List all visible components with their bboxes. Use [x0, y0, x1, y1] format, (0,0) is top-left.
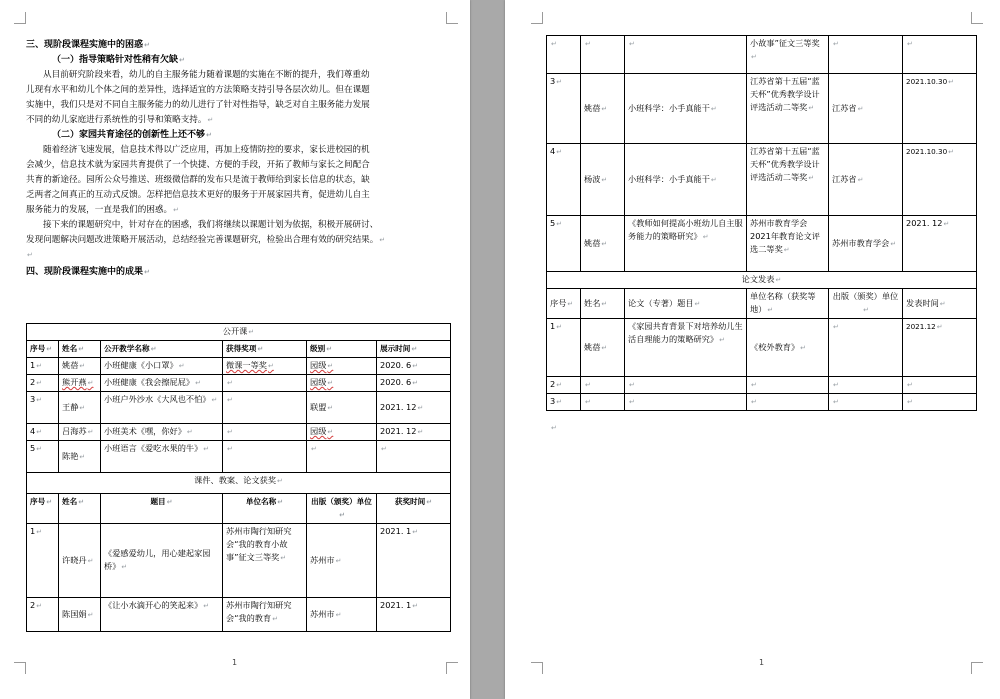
table-row: 2↵ 陈国娟↵ 《让小水滴开心的笑起来》↵ 苏州市陶行知研究会“我的教育↵ 苏州市↵ 2021. 1↵ — [27, 598, 451, 632]
paragraph-mark: ↵ — [412, 528, 419, 536]
paragraph-mark: ↵ — [311, 445, 317, 453]
paragraph-mark: ↵ — [46, 498, 53, 506]
paragraph-mark: ↵ — [556, 220, 563, 228]
table-row: 3↵ ↵ ↵ ↵ ↵ ↵ — [547, 394, 977, 411]
crop-mark — [531, 662, 543, 674]
crop-mark — [14, 12, 26, 24]
paragraph-mark: ↵ — [702, 233, 709, 241]
paragraph-mark: ↵ — [381, 445, 387, 453]
paragraph-mark: ↵ — [211, 396, 218, 404]
paragraph-mark: ↵ — [833, 40, 839, 48]
subsection-2-heading: （二）家园共育途径的创新性上还不够↵ — [52, 130, 212, 140]
page-number: 1 — [232, 658, 238, 667]
table-row: 1↵ 姚蓓↵ 《家园共育背景下对培养幼儿生活自理能力的策略研究》↵ 《校外教育》↵ ↵ 2021.12↵ — [547, 319, 977, 377]
paragraph-mark: ↵ — [412, 379, 419, 387]
section-4-heading: 四、现阶段课程实施中的成果↵ — [26, 267, 150, 277]
awards-continuation-table — [546, 35, 977, 411]
table-header-row: 序号↵ 姓名↵ 题目↵ 单位名称↵ 出版（颁奖）单位↵ 获奖时间↵ — [27, 494, 451, 524]
paragraph-mark: ↵ — [601, 239, 608, 248]
paragraph-mark: ↵ — [857, 104, 864, 113]
paragraph: 随着经济飞速发展，信息技术得以广泛应用，再加上疫情防控的要求，家长进校园的机 会减少，信息技术就为家园共育提供了一个快捷、方便的手段，开拓了教师与家长之间配合 共育的新途径。园所公众号推送、班级微信群的发布只是流于教师给到家长信息的状态，缺 乏两者之间真正的互动式反馈。怎样把信息技术更好的服务于开展家园共育，促进幼儿自主 服务能力的发展，一直是我们的困惑。↵ — [26, 145, 370, 215]
paragraph-mark: ↵ — [783, 246, 790, 254]
crop-mark — [531, 12, 543, 24]
paragraph-mark: ↵ — [808, 104, 815, 112]
paragraph-mark: ↵ — [694, 299, 701, 308]
crop-mark — [971, 12, 983, 24]
paragraph-mark: ↵ — [601, 299, 608, 308]
paragraph-mark: ↵ — [601, 104, 608, 113]
paragraph-mark: ↵ — [87, 428, 94, 436]
paragraph-mark: ↵ — [417, 428, 424, 436]
paragraph-mark: ↵ — [833, 398, 839, 406]
paragraph-mark: ↵ — [227, 396, 233, 404]
paragraph-mark: ↵ — [556, 148, 563, 156]
paragraph-mark: ↵ — [411, 345, 418, 353]
paragraph-mark: ↵ — [601, 343, 608, 352]
paragraph-mark: ↵ — [775, 276, 782, 284]
paragraph-mark: ↵ — [166, 498, 173, 506]
table-row: 4↵ 杨波↵ 小班科学：小手真能干↵ 江苏省第十五届“蓝天杯”优秀教学设计评选活动二等奖↵ 江苏省↵ 2021.10.30↵ — [547, 144, 977, 216]
crop-mark — [446, 12, 458, 24]
paragraph-mark: ↵ — [948, 148, 955, 156]
paragraph-mark: ↵ — [36, 379, 43, 387]
paragraph-mark: ↵ — [326, 345, 333, 353]
paragraph-mark: ↵ — [412, 362, 419, 370]
paragraph-mark: ↵ — [195, 379, 201, 387]
open-class-table — [26, 323, 451, 632]
paragraph-mark: ↵ — [335, 556, 342, 565]
paragraph-mark: ↵ — [272, 615, 279, 623]
paragraph-mark: ↵ — [751, 53, 757, 61]
paragraph-mark: ↵ — [227, 445, 233, 453]
table-row: 5↵ 陈艳↵ 小班语言《爱吃水果的牛》↵ ↵ ↵ ↵ — [27, 441, 451, 473]
paragraph-mark: ↵ — [121, 563, 128, 571]
document-page-1 — [0, 0, 470, 699]
paragraph-mark: ↵ — [36, 362, 43, 370]
paragraph-mark: ↵ — [556, 323, 563, 331]
paragraph-mark: ↵ — [277, 498, 284, 506]
paragraph-mark: ↵ — [800, 343, 807, 352]
paragraph-mark: ↵ — [551, 40, 557, 48]
table-row: 2↵ ↵ ↵ ↵ ↵ ↵ — [547, 377, 977, 394]
paragraph-mark: ↵ — [943, 220, 950, 228]
paragraph-mark: ↵ — [277, 477, 283, 485]
paragraph-mark: ↵ — [907, 381, 913, 389]
table-title: 论文发表↵ — [547, 272, 977, 289]
paragraph-mark: ↵ — [227, 379, 233, 387]
paragraph-mark: ↵ — [939, 299, 946, 308]
table-header-row: 序号↵ 姓名↵ 公开教学名称↵ 获得奖项↵ 级别↵ 展示时间↵ — [27, 341, 451, 358]
paragraph-mark: ↵ — [248, 328, 255, 336]
paragraph-mark: ↵ — [79, 362, 86, 370]
paragraph-mark: ↵ — [751, 381, 757, 389]
paragraph-mark: ↵ — [948, 78, 955, 86]
paragraph-mark: ↵ — [751, 398, 757, 406]
paragraph-mark: ↵ — [585, 398, 591, 406]
paragraph-mark: ↵ — [186, 428, 193, 436]
crop-mark — [14, 662, 26, 674]
paragraph-mark: ↵ — [203, 602, 210, 610]
paragraph-mark: ↵ — [863, 306, 869, 314]
paragraph-mark: ↵ — [629, 40, 635, 48]
paragraph-mark: ↵ — [339, 511, 345, 519]
table-row: 4↵ 吕海苏↵ 小班美术《嘿，你好》↵ ↵ 园级↵ 2021. 12↵ — [27, 424, 451, 441]
paragraph-mark: ↵ — [36, 445, 43, 453]
paragraph-mark: ↵ — [808, 174, 815, 182]
table-row: 3↵ 王静↵ 小班户外沙水《大风也不怕》↵ ↵ 联盟↵ 2021. 12↵ — [27, 392, 451, 424]
paragraph-mark: ↵ — [335, 610, 342, 619]
paragraph-mark: ↵ — [556, 398, 563, 406]
paragraph-mark: ↵ — [150, 345, 157, 353]
paragraph-mark: ↵ — [551, 424, 557, 432]
paragraph-mark: ↵ — [907, 40, 913, 48]
table-row: 1↵ 许晓丹↵ 《爱感爱幼儿，用心建起家园桥》↵ 苏州市陶行知研究会“我的教育小故事”征文三等奖↵ 苏州市↵ 2021. 1↵ — [27, 524, 451, 598]
paragraph-mark: ↵ — [36, 602, 43, 610]
paragraph-mark: ↵ — [78, 498, 85, 506]
paragraph-mark: ↵ — [710, 175, 717, 184]
paragraph-mark: ↵ — [327, 403, 334, 412]
page-number: 1 — [759, 658, 765, 667]
paragraph-mark: ↵ — [585, 381, 591, 389]
body-text: 三、现阶段课程实施中的困惑↵ （一）指导策略针对性稍有欠缺↵ 从目前研究阶段来看，幼儿的自主服务能力随着课题的实施在不断的提升，我们尊重幼 儿现有水平和幼儿个体之间的差异性，选择适宜的方法策略支持引导各层次幼儿。但在课题 实施中，我们只是对不同自主服务能力的幼儿进行了针对性指导，缺乏对自主服务能力发展 不同的幼儿家庭进行系统性的引导和策略支持。↵ （二）家园共育途径的创新性上还不够↵ 随着经济飞速发展，信息技术得以广泛应用，再加上疫情防控的要求，家长进校园的机 会减少，信息技术就为家园共育提供了一个快捷、方便的手段，开拓了教师与家长之间配合 共育的新途径。园所公众号推送、班级微信群的发布只是流于教师给到家长信息的状态，缺 乏两者之间真正的互动式反馈。怎样把信息技术更好的服务于开展家园共育，促进幼儿自主 服务能力的发展，一直是我们的困惑。↵ 接下来的课题研究中，针对存在的困惑，我们将继续以课题计划为依据，积极开展研讨、 发现问题解决问题改进策略开展活动，总结经验完善课题研究，检验出合理有效的研究结果。↵ ↵ 四、现阶段课程实施中的成果↵ — [26, 38, 450, 280]
paragraph-mark: ↵ — [78, 345, 85, 353]
paragraph-mark: ↵ — [426, 498, 433, 506]
paragraph-mark: ↵ — [36, 528, 43, 536]
paragraph-mark: ↵ — [890, 239, 897, 248]
table-title: 公开课↵ — [27, 324, 451, 341]
paragraph-mark: ↵ — [629, 381, 635, 389]
paragraph-mark: ↵ — [857, 175, 864, 184]
paragraph-mark: ↵ — [327, 379, 334, 387]
paragraph-mark: ↵ — [556, 381, 563, 389]
table-row: 2↵ 熊开燕↵ 小班健康《我会擦屁屁》↵ ↵ 园级↵ 2020. 6↵ — [27, 375, 451, 392]
paragraph-mark: ↵ — [87, 556, 94, 565]
paragraph-mark: ↵ — [767, 306, 774, 314]
paragraph-mark: ↵ — [719, 336, 725, 344]
paragraph-mark: ↵ — [203, 445, 210, 453]
paragraph-mark: ↵ — [710, 104, 717, 113]
paragraph-mark: ↵ — [257, 345, 264, 353]
paragraph-mark: ↵ — [327, 362, 334, 370]
paragraph-mark: ↵ — [280, 554, 287, 562]
table-row: 1↵ 姚蓓↵ 小班健康《小口罩》↵ 微课一等奖↵ 园级↵ 2020. 6↵ — [27, 358, 451, 375]
paragraph-mark: ↵ — [585, 40, 591, 48]
subsection-1-heading: （一）指导策略针对性稍有欠缺↵ — [52, 55, 185, 65]
paragraph-mark: ↵ — [833, 323, 839, 331]
section-3-heading: 三、现阶段课程实施中的困惑↵ — [26, 40, 150, 50]
paragraph: 接下来的课题研究中，针对存在的困惑，我们将继续以课题计划为依据，积极开展研讨、 发现问题解决问题改进策略开展活动，总结经验完善课题研究，检验出合理有效的研究结果。↵ — [26, 220, 386, 245]
paragraph-mark: ↵ — [46, 345, 53, 353]
paragraph-mark: ↵ — [178, 362, 185, 370]
paragraph-mark: ↵ — [79, 452, 86, 461]
paragraph-mark: ↵ — [36, 428, 43, 436]
paragraph-mark: ↵ — [87, 379, 94, 387]
paragraph-mark: ↵ — [833, 381, 839, 389]
crop-mark — [971, 662, 983, 674]
table-title: 课件、教案、论文获奖↵ — [27, 473, 451, 494]
table-row: 5↵ 姚蓓↵ 《教师如何提高小班幼儿自主服务能力的策略研究》↵ 苏州市教育学会2021年教育论文评选二等奖↵ 苏州市教育学会↵ 2021. 12↵ — [547, 216, 977, 272]
table-row: 3↵ 姚蓓↵ 小班科学：小手真能干↵ 江苏省第十五届“蓝天杯”优秀教学设计评选活动二等奖↵ 江苏省↵ 2021.10.30↵ — [547, 74, 977, 144]
paragraph-mark: ↵ — [907, 398, 913, 406]
paragraph-mark: ↵ — [412, 602, 419, 610]
paragraph-mark: ↵ — [267, 362, 274, 370]
crop-mark — [446, 662, 458, 674]
paragraph-mark: ↵ — [36, 396, 43, 404]
paragraph-mark: ↵ — [567, 299, 574, 308]
paragraph-mark: ↵ — [936, 323, 943, 331]
paragraph-mark: ↵ — [227, 428, 233, 436]
paragraph-mark: ↵ — [79, 403, 86, 412]
paragraph-mark: ↵ — [629, 398, 635, 406]
document-page-2 — [505, 0, 1000, 699]
paragraph-mark: ↵ — [601, 175, 608, 184]
table-row: ↵ ↵ ↵ 小故事”征文三等奖↵ ↵ ↵ — [547, 36, 977, 74]
paragraph-mark: ↵ — [87, 610, 94, 619]
paragraph-mark: ↵ — [556, 78, 563, 86]
paragraph-mark: ↵ — [327, 428, 334, 436]
paragraph-mark: ↵ — [417, 403, 424, 412]
paragraph: 从目前研究阶段来看，幼儿的自主服务能力随着课题的实施在不断的提升，我们尊重幼 儿现有水平和幼儿个体之间的差异性，选择适宜的方法策略支持引导各层次幼儿。但在课题 实施中，我们只是对不同自主服务能力的幼儿进行了针对性指导，缺乏对自主服务能力发展 不同的幼儿家庭进行系统性的引导和策略支持。↵ — [26, 70, 370, 125]
table-header-row: 序号↵ 姓名↵ 论文（专著）题目↵ 单位名称（获奖等地）↵ 出版（颁奖）单位↵ 发表时间↵ — [547, 289, 977, 319]
